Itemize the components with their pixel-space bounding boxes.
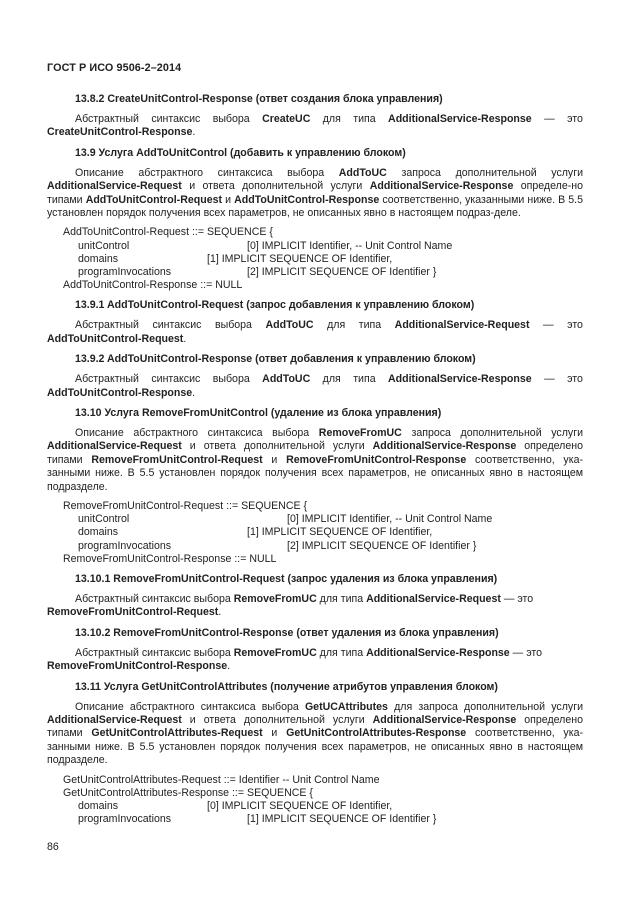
code-line: programInvocations [2] IMPLICIT SEQUENCE OF Identifier } [78, 266, 437, 278]
code-line: programInvocations [1] IMPLICIT SEQUENCE OF Identifier } [78, 813, 437, 826]
code-line: unitControl [0] IMPLICIT Identifier, -- Unit Control Name [78, 513, 493, 526]
section-heading-13-11: 13.11 Услуга GetUnitControlAttributes (получение атрибутов управления блоком) [75, 680, 498, 693]
paragraph: Описание абстрактного синтаксиса выбора RemoveFromUC запроса дополнительной услуги AdditionalService-Request и ответа дополнительной услуги AdditionalService-Response определено типами RemoveFromUnitControl-Request и RemoveFromUnitControl-Response соответственно, ука-занными ниже. В 5.5 установлен порядок получения всех параметров, не описанных явно в настоящем подразделе. [47, 427, 584, 493]
code-line: GetUnitControlAttributes-Response ::= SEQUENCE { [63, 786, 313, 799]
document-body [47, 92, 583, 832]
paragraph-line: AddToUnitControl-Request. [47, 332, 187, 345]
section-heading-13-10-2: 13.10.2 RemoveFromUnitControl-Response (ответ удаления из блока управления) [75, 626, 499, 639]
paragraph: Абстрактный синтаксис выбора RemoveFromUC для типа AdditionalService-Response — это [75, 646, 542, 659]
term: CreateUC [262, 113, 311, 125]
section-heading-13-10-1: 13.10.1 RemoveFromUnitControl-Request (запрос удаления из блока управления) [75, 572, 498, 585]
code-line: RemoveFromUnitControl-Request ::= SEQUENCE { [63, 500, 308, 513]
section-heading-13-9: 13.9 Услуга AddToUnitControl (добавить к управлению блоком) [75, 146, 406, 159]
asn1-code-block [47, 226, 583, 292]
type-name: AdditionalService-Response [388, 113, 532, 125]
asn1-code-block [47, 500, 583, 566]
document-header: ГОСТ Р ИСО 9506-2–2014 [47, 62, 182, 74]
paragraph-line: Абстрактный синтаксис выбора CreateUC для типа AdditionalService-Response — это [75, 113, 583, 125]
result-type: CreateUnitControl-Response [47, 126, 193, 139]
paragraph-line: AddToUnitControl-Response. [47, 386, 196, 399]
page-number: 86 [47, 841, 59, 853]
section-heading-13-9-2: 13.9.2 AddToUnitControl-Response (ответ добавления к управлению блоком) [75, 353, 476, 366]
code-line: unitControl [0] IMPLICIT Identifier, -- Unit Control Name [78, 239, 453, 252]
paragraph-line: RemoveFromUnitControl-Response. [47, 660, 231, 673]
paragraph: Описание абстрактного синтаксиса выбора GetUCAttributes для запроса дополнительной услуги AdditionalService-Request и ответа дополнительной услуги AdditionalService-Response определено типами GetUnitControlAttributes-Request и GetUnitControlAttributes-Response соответственно, ука-занными ниже. В 5.5 установлен порядок получения всех параметров, не описанных явно в настоящем подразделе. [47, 700, 584, 767]
paragraph-line: RemoveFromUnitControl-Request. [47, 606, 222, 619]
code-line: programInvocations [2] IMPLICIT SEQUENCE OF Identifier } [78, 539, 477, 552]
section-heading-13-8-2: 13.8.2 CreateUnitControl-Response (ответ создания блока управления) [75, 93, 443, 105]
asn1-code-block [47, 774, 583, 827]
paragraph-line: Абстрактный синтаксис выбора AddToUC для типа AdditionalService-Response — это [75, 373, 583, 386]
paragraph-line: Абстрактный синтаксис выбора AddToUC для типа AdditionalService-Request — это [75, 319, 583, 332]
paragraph: Абстрактный синтаксис выбора RemoveFromUC для типа AdditionalService-Request — это [75, 592, 534, 605]
code-line: GetUnitControlAttributes-Request ::= Identifier -- Unit Control Name [63, 773, 380, 786]
code-line: RemoveFromUnitControl-Response ::= NULL [63, 552, 277, 565]
section-heading-13-9-1: 13.9.1 AddToUnitControl-Request (запрос добавления к управлению блоком) [75, 299, 475, 312]
paragraph-line: CreateUnitControl-Response. [47, 126, 196, 139]
section-heading-13-10: 13.10 Услуга RemoveFromUnitControl (удаление из блока управления) [75, 407, 442, 419]
code-line: AddToUnitControl-Response ::= NULL [63, 279, 243, 292]
code-line: AddToUnitControl-Request ::= SEQUENCE { [63, 226, 273, 239]
paragraph: Описание абстрактного синтаксиса выбора AddToUC запроса дополнительной услуги AdditionalService-Request и ответа дополнительной услуги AdditionalService-Response определе-но типами AddToUnitControl-Request и AddToUnitControl-Response соответственно, указанными ниже. В 5.5 установлен порядок получения всех параметров, не описанных явно в настоящем подраз-деле. [47, 166, 584, 220]
code-line: domains [0] IMPLICIT SEQUENCE OF Identifier, [78, 800, 393, 812]
code-line: domains [1] IMPLICIT SEQUENCE OF Identifier, [78, 526, 433, 539]
code-line: domains [1] IMPLICIT SEQUENCE OF Identifier, [78, 252, 393, 265]
